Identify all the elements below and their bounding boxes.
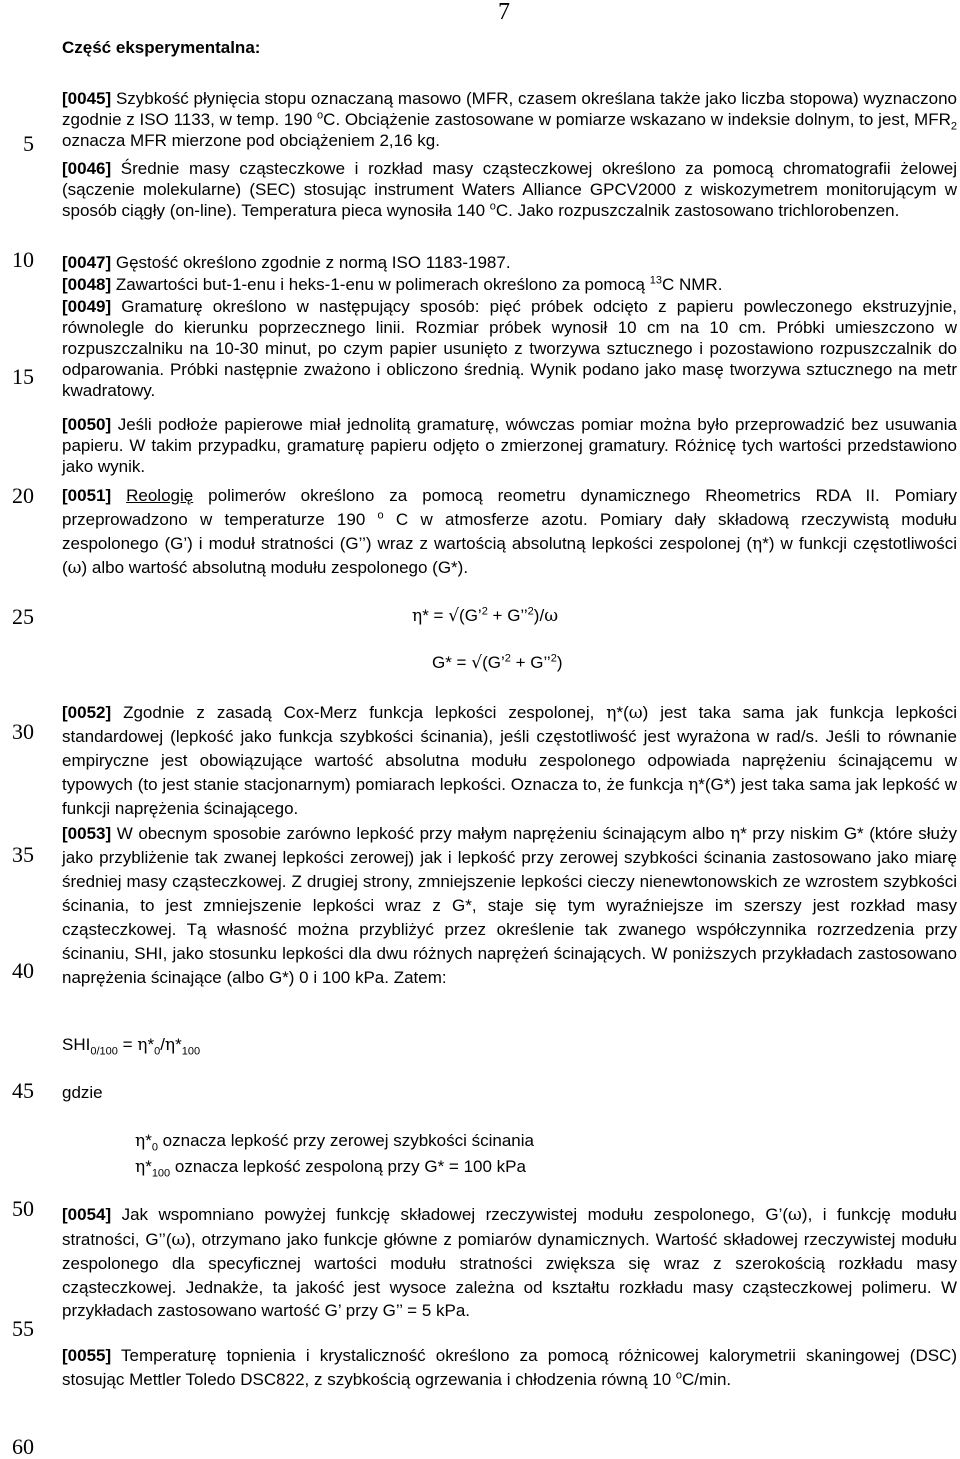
superscript: o <box>377 509 384 522</box>
equation-text: * <box>147 1035 155 1054</box>
page-number: 7 <box>498 0 510 25</box>
paragraph-0051 <box>62 484 957 580</box>
eta-symbol: η <box>412 606 423 626</box>
eta-symbol: η <box>688 775 699 795</box>
subscript: 100 <box>151 1167 171 1180</box>
paragraph-0052 <box>62 701 957 821</box>
equation-text: G* = <box>432 653 472 672</box>
paragraph-text: * przy niskim G* (które służy jako przybliżenie tak zwanej lepkości zerowej) jak i lepkość przy zerowej szybkości ścinania zastosowano jako miarę średniej masy cząsteczkowej. Z drugiej strony, zmniejszenie lepkości cieczy nienewtonowskich ze wzrostem szybkości ścinania, to jest zmniejszenie lepkości wraz z G*, staje się tym wyraźniejsze im szerszy jest rozkład masy cząsteczkowej. Tą własność można przybliżyć przez określenie tak zwanego współczynnika rozrzedzenia przy ścinaniu, SHI, jako stosunku lepkości dla dwu różnych naprężeń ścinających. W poniższych przykładach zastosowano naprężenia ścinające (albo G*) 0 i 100 kPa. Zatem: <box>62 824 958 987</box>
eta-symbol: η <box>135 1131 146 1151</box>
paragraph-0046 <box>62 158 957 221</box>
superscript: 2 <box>481 605 488 618</box>
superscript: o <box>317 109 324 122</box>
equation-text: * <box>175 1035 182 1054</box>
line-number: 55 <box>12 1316 34 1341</box>
subscript: 0 <box>151 1141 158 1154</box>
line-number: 60 <box>12 1434 34 1459</box>
omega-symbol: ω <box>544 606 559 626</box>
paragraph-text: ), otrzymano jako funkcje główne z pomiarów dynamicznych. Wartość składowej rzeczywistej modułu zespolonego dla specyficznej wartości modułu stratności zwiększa się wraz z szerokością rozkładu masy cząsteczkowej. Jednakże, ta jakość jest wysoce zależna od kształtu rozkładu masy cząsteczkowej polimeru. W przykładach zastosowano wartość G’ przy G’’ = 5 kPa. <box>62 1229 957 1321</box>
eta-symbol: η <box>135 1157 146 1177</box>
paragraph-text: W obecnym sposobie zarówno lepkość przy małym naprężeniu ścinającym albo <box>111 824 730 843</box>
equation-text: SHI <box>62 1035 91 1054</box>
paragraph-0047 <box>62 252 957 273</box>
paragraph-0054 <box>62 1203 957 1323</box>
paragraph-tag: [0052] <box>62 703 112 722</box>
paragraph-text: Średnie masy cząsteczkowe i rozkład masy cząsteczkowej określono za pomocą chromatografii żelowej (sączenie molekularne) (SEC) stosując instrument Waters Alliance GPCV2000 z wiskozymetrem monitorującym w sposób ciągły (on-line). Temperatura pieca wynosiła 140 <box>62 159 957 220</box>
paragraph-tag: [0055] <box>62 1346 112 1365</box>
line-number: 25 <box>12 604 34 629</box>
underlined-term: Reologię <box>126 486 194 505</box>
subscript: 0 <box>154 1045 161 1058</box>
paragraph-tag: [0046] <box>62 159 112 178</box>
paragraph-text: ) albo wartość absolutną modułu zespolonego (G*). <box>81 558 469 577</box>
sqrt-symbol: √ <box>448 606 460 626</box>
paragraph-text: ), i funkcję modułu stratności, G’’( <box>62 1205 958 1249</box>
equation-g-star <box>432 652 563 674</box>
line-number: 15 <box>12 364 34 389</box>
line-number: 5 <box>23 131 34 156</box>
superscript: 2 <box>504 652 511 665</box>
line-number: 20 <box>12 483 34 508</box>
subscript: 100 <box>181 1045 201 1058</box>
paragraph-text: oznacza MFR mierzone pod obciążeniem 2,16 kg. <box>62 131 440 150</box>
superscript: 2 <box>550 652 557 665</box>
line-number: 50 <box>12 1196 34 1221</box>
equation-text: (G’ <box>459 606 482 625</box>
omega-symbol: ω <box>628 703 643 723</box>
gdzie-label: gdzie <box>62 1083 103 1102</box>
line-number: 40 <box>12 958 34 983</box>
eta-symbol: η <box>606 703 617 723</box>
superscript: o <box>489 200 496 213</box>
paragraph-text: ) jest taka sama jak funkcja lepkości standardowej (lepkość jako funkcja szybkości ścinania), jeśli częstotliwość jest wyrażona w rad/s. Jeśli to równanie empiryczne jest obowiązujące wartość absolutna modułu zespolonego odpowiada naprężeniu ścinającemu w typowych (to jest stanie stacjonarnym) pomiarach lepkości. Oznacza to, że funkcja <box>62 703 957 794</box>
paragraph-tag: [0048] <box>62 275 112 294</box>
equation-text: + G’’ <box>487 606 528 625</box>
paragraph-text: *(G*) jest taka sama jak lepkość w funkcji naprężenia ścinającego. <box>62 775 957 818</box>
equation-text: * <box>145 1157 152 1176</box>
paragraph-0050 <box>62 414 957 477</box>
paragraph-text: Gramaturę określono w następujący sposób: pięć próbek odcięto z papieru powleczonego ekstruzyjnie, równolegle do kierunku poprzecznego linii. Rozmiar próbek wynosił 10 cm na 10 cm. Próbki umieszczono w rozpuszczalniku na 10-30 minut, po czym papier usunięto z tworzywa sztucznego i pozostawiono rozpuszczalnik do odparowania. Próbki następnie zważono i obliczono średnią. Wynik podano jako masę tworzywa sztucznego na metr kwadratowy. <box>62 297 957 400</box>
paragraph-tag: [0053] <box>62 824 112 843</box>
sqrt-symbol: √ <box>471 653 483 673</box>
eta-symbol: η <box>752 534 763 554</box>
equation-text: ) <box>556 653 563 672</box>
paragraph-0045 <box>62 88 957 151</box>
line-number: 45 <box>12 1078 34 1103</box>
equation-text: + G’’ <box>510 653 551 672</box>
subscript: 2 <box>950 120 957 133</box>
equation-eta-star <box>412 605 558 627</box>
paragraph-tag: [0045] <box>62 89 112 108</box>
paragraph-text: polimerów określono za pomocą reometru dynamicznego Rheometrics RDA II. Pomiary przeprowadzono w temperaturze 190 <box>62 486 957 529</box>
paragraph-text: Zgodnie z zasadą Cox-Merz funkcja lepkości zespolonej, <box>111 703 607 722</box>
paragraph-tag: [0051] <box>62 486 112 505</box>
paragraph-text: *) w funkcji częstotliwości ( <box>62 534 957 577</box>
subscript: 0/100 <box>90 1045 118 1058</box>
definition-eta-0 <box>135 1130 534 1152</box>
superscript: 2 <box>527 605 534 618</box>
equation-text: = <box>117 1035 138 1054</box>
paragraph-text: C w atmosferze azotu. Pomiary dały składową rzeczywistą modułu zespolonego (G’) i moduł stratności (G’’) wraz z wartością absolutną lepkości zespolonej ( <box>62 510 957 553</box>
paragraph-text: *( <box>616 703 629 722</box>
paragraph-0049 <box>62 296 957 401</box>
omega-symbol: ω <box>67 558 82 578</box>
eta-symbol: η <box>164 1035 176 1055</box>
superscript: 13 <box>649 274 662 287</box>
equation-text: * <box>145 1131 152 1150</box>
paragraph-text: Szybkość płynięcia stopu oznaczaną masowo (MFR, czasem określana także jako liczba stopowa) wyznaczono zgodnie z ISO 1133, w temp. 190 <box>62 89 957 129</box>
paragraph-text <box>111 486 126 505</box>
paragraph-tag: [0054] <box>62 1205 112 1224</box>
paragraph-text: C NMR. <box>661 275 723 294</box>
definition-eta-100 <box>135 1156 526 1178</box>
paragraph-tag: [0047] <box>62 253 112 272</box>
paragraph-text: Temperaturę topnienia i krystaliczność określono za pomocą różnicowej kalorymetrii skaningowej (DSC) stosując Mettler Toledo DSC822, z szybkością ogrzewania i chłodzenia równą 10 <box>62 1346 957 1389</box>
eta-symbol: η <box>137 1035 148 1055</box>
section-heading: Część eksperymentalna: <box>62 38 261 57</box>
eta-symbol: η <box>730 824 741 844</box>
equation-shi <box>62 1034 200 1056</box>
paragraph-tag: [0049] <box>62 297 112 316</box>
line-number: 35 <box>12 842 34 867</box>
paragraph-text: Gęstość określono zgodnie z normą ISO 1183-1987. <box>111 253 511 272</box>
definition-text: oznacza lepkość przy zerowej szybkości ścinania <box>157 1131 534 1150</box>
paragraph-text: Zawartości but-1-enu i heks-1-enu w polimerach określono za pomocą <box>111 275 650 294</box>
omega-symbol: ω <box>788 1205 802 1225</box>
equation-text: / <box>160 1035 165 1054</box>
paragraph-tag: [0050] <box>62 415 112 434</box>
line-number: 30 <box>12 719 34 744</box>
line-number: 10 <box>12 247 34 272</box>
equation-text: )/ <box>533 606 545 625</box>
superscript: o <box>675 1368 683 1381</box>
paragraph-text: C/min. <box>682 1369 732 1389</box>
omega-symbol: ω <box>171 1229 186 1250</box>
paragraph-0053 <box>62 822 957 990</box>
equation-text: * = <box>422 606 449 625</box>
paragraph-text: Jeśli podłoże papierowe miał jednolitą gramaturę, wówczas pomiar można było przeprowadzić bez usuwania papieru. W takim przypadku, gramaturę papieru odjęto o zmierzonej gramatury. Różnicę tych wartości przedstawiono jako wynik. <box>62 415 957 476</box>
paragraph-0055 <box>62 1344 957 1391</box>
definition-text: oznacza lepkość zespoloną przy G* = 100 kPa <box>170 1157 526 1176</box>
paragraph-text: C. Jako rozpuszczalnik zastosowano trichlorobenzen. <box>495 201 900 220</box>
paragraph-0048 <box>62 274 957 295</box>
paragraph-text: C. Obciążenie zastosowane w pomiarze wskazano w indeksie dolnym, to jest, MFR <box>323 110 951 129</box>
equation-text: (G’ <box>482 653 505 672</box>
paragraph-text: Jak wspomniano powyżej funkcję składowej rzeczywistej modułu zespolonego, G’( <box>111 1205 789 1224</box>
